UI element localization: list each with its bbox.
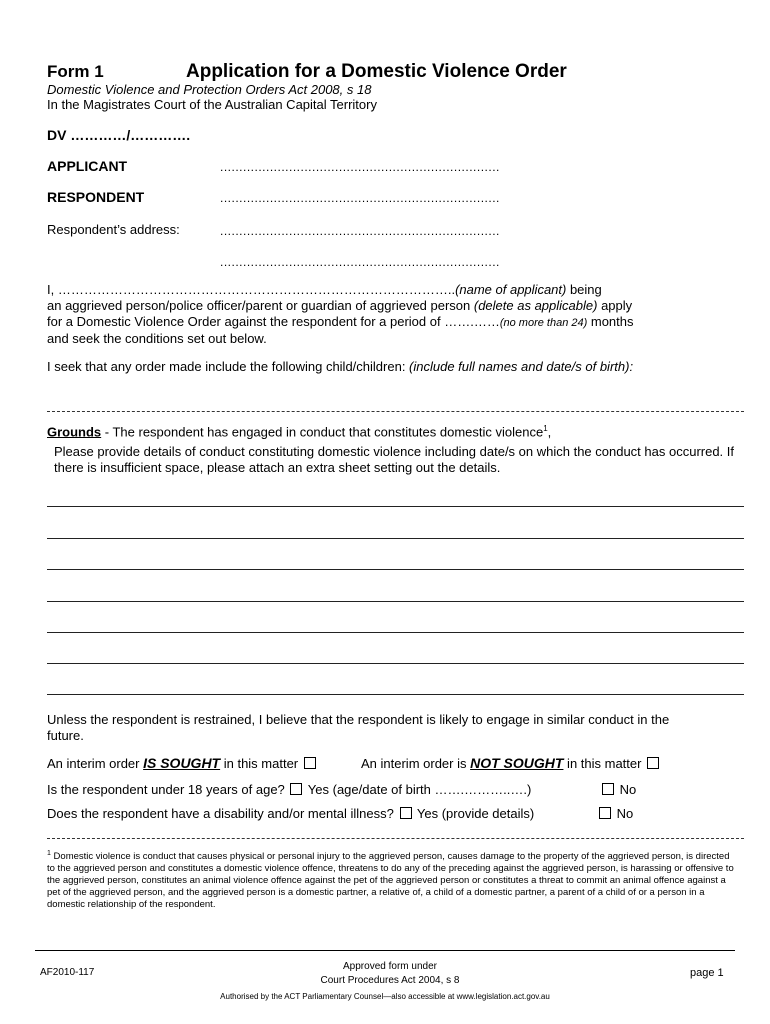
grounds-writing-line[interactable] bbox=[47, 663, 744, 664]
under18-question: Is the respondent under 18 years of age? bbox=[47, 782, 285, 797]
footnote-number: 1 bbox=[47, 850, 51, 857]
dv-number-field[interactable]: DV …………/…………. bbox=[47, 127, 191, 143]
form-title: Application for a Domestic Violence Order bbox=[186, 61, 567, 82]
grounds-text: - The respondent has engaged in conduct that constitutes domestic violence bbox=[101, 424, 544, 440]
respondent-label: RESPONDENT bbox=[47, 189, 145, 205]
footnote-divider bbox=[47, 838, 744, 839]
disability-yes-label: Yes (provide details) bbox=[416, 806, 535, 821]
children-text: I seek that any order made include the following child/children: bbox=[47, 359, 410, 374]
grounds-writing-line[interactable] bbox=[47, 632, 744, 633]
act-reference: Domestic Violence and Protection Orders Act 2008, s 18 bbox=[47, 82, 372, 97]
respondent-field[interactable]: ......................................................................... bbox=[220, 191, 500, 205]
disability-no-checkbox[interactable] bbox=[599, 807, 611, 819]
footnote bbox=[47, 848, 737, 911]
disability-question: Does the respondent have a disability and/or mental illness? bbox=[47, 806, 394, 821]
applicant-label: APPLICANT bbox=[47, 158, 128, 174]
period-hint: (no more than 24) bbox=[499, 317, 588, 329]
under18-no-checkbox[interactable] bbox=[602, 783, 614, 795]
children-hint: (include full names and date/s of birth): bbox=[409, 359, 634, 374]
approval-note bbox=[260, 960, 520, 988]
interim-not-post: in this matter bbox=[563, 756, 642, 771]
interim-not-pre: An interim order is bbox=[361, 756, 471, 771]
interim-sought-pre: An interim order bbox=[47, 756, 144, 771]
footnote-ref: 1 bbox=[543, 424, 548, 433]
footer-rule bbox=[35, 950, 735, 951]
capacity-text: an aggrieved person/police officer/parent or guardian of aggrieved person bbox=[47, 298, 474, 313]
disability-yes-checkbox[interactable] bbox=[400, 807, 412, 819]
grounds-writing-line[interactable] bbox=[47, 538, 744, 539]
disability-row bbox=[47, 806, 534, 821]
court-name: In the Magistrates Court of the Australian Capital Territory bbox=[47, 97, 377, 112]
belief-statement: Unless the respondent is restrained, I believe that the respondent is likely to engage in similar conduct in the future. bbox=[47, 712, 670, 743]
interim-sought-option bbox=[47, 755, 318, 771]
page-number: page 1 bbox=[690, 967, 724, 979]
under18-yes-checkbox[interactable] bbox=[290, 783, 302, 795]
under18-row bbox=[47, 782, 531, 797]
authorisation-note: Authorised by the ACT Parliamentary Counsel—also accessible at www.legislation.act.gov.au bbox=[220, 992, 550, 1001]
approval-line-1: Approved form under bbox=[343, 961, 437, 972]
address-label: Respondent’s address: bbox=[47, 222, 180, 237]
interim-sought-checkbox[interactable] bbox=[304, 757, 316, 769]
footnote-text: Domestic violence is conduct that causes physical or personal injury to the aggrieved person, causes damage to the property of the aggrieved person, is directed to the aggrieved person and constitutes a domestic violence offence, threatens to do any of the preceding against the aggrieved person, is harassing or offensive to the aggrieved person, constitutes an animal violence offence against the pet of the aggrieved person or constitutes a threat to commit an animal offence against a pet of the aggrieved person, and the aggrieved person is a domestic partner, a relative of, a child of a domestic partner, a parent of a child of or a person in a domestic relationship of the respondent. bbox=[47, 851, 734, 911]
form-id: AF2010-117 bbox=[40, 967, 95, 978]
delete-hint: (delete as applicable) bbox=[473, 298, 598, 313]
grounds-label: Grounds bbox=[47, 424, 102, 440]
grounds-line bbox=[47, 421, 747, 440]
months-text: months bbox=[587, 314, 634, 329]
grounds-details: Please provide details of conduct constituting domestic violence including date/s on which the conduct has occurred. If there is insufficient space, please attach an extra sheet setting out the details. bbox=[54, 444, 735, 475]
apply-text: apply bbox=[597, 298, 633, 313]
under18-no-label: No bbox=[619, 782, 637, 797]
name-hint: (name of applicant) bbox=[455, 282, 567, 297]
form-number: Form 1 bbox=[47, 62, 104, 81]
children-line bbox=[47, 359, 747, 375]
disability-no-option bbox=[597, 806, 633, 821]
interim-sought-key: IS SOUGHT bbox=[143, 755, 221, 771]
grounds-writing-line[interactable] bbox=[47, 569, 744, 570]
grounds-writing-line[interactable] bbox=[47, 506, 744, 507]
interim-sought-post: in this matter bbox=[220, 756, 299, 771]
being-text: being bbox=[566, 282, 602, 297]
seek-conditions-text: and seek the conditions set out below. bbox=[47, 331, 267, 346]
under18-yes-label: Yes (age/date of birth …….………..….) bbox=[307, 782, 532, 797]
application-paragraph bbox=[47, 282, 747, 347]
section-divider bbox=[47, 411, 744, 412]
period-field[interactable]: for a Domestic Violence Order against the respondent for a period of …….…… bbox=[47, 314, 500, 329]
interim-not-sought-option bbox=[361, 755, 661, 771]
grounds-writing-line[interactable] bbox=[47, 694, 744, 695]
address-field-line-1[interactable]: ......................................................................... bbox=[220, 224, 500, 238]
under18-no-option bbox=[600, 782, 636, 797]
applicant-field[interactable]: ......................................................................... bbox=[220, 160, 500, 174]
disability-no-label: No bbox=[616, 806, 634, 821]
address-field-line-2[interactable]: ......................................................................... bbox=[220, 255, 500, 269]
grounds-writing-line[interactable] bbox=[47, 601, 744, 602]
interim-not-key: NOT SOUGHT bbox=[470, 755, 564, 771]
interim-not-sought-checkbox[interactable] bbox=[647, 757, 659, 769]
applicant-name-field[interactable]: I, ……………………………………………………………………………….. bbox=[47, 282, 456, 297]
grounds-comma: , bbox=[547, 424, 552, 440]
approval-line-2: Court Procedures Act 2004, s 8 bbox=[320, 975, 460, 986]
